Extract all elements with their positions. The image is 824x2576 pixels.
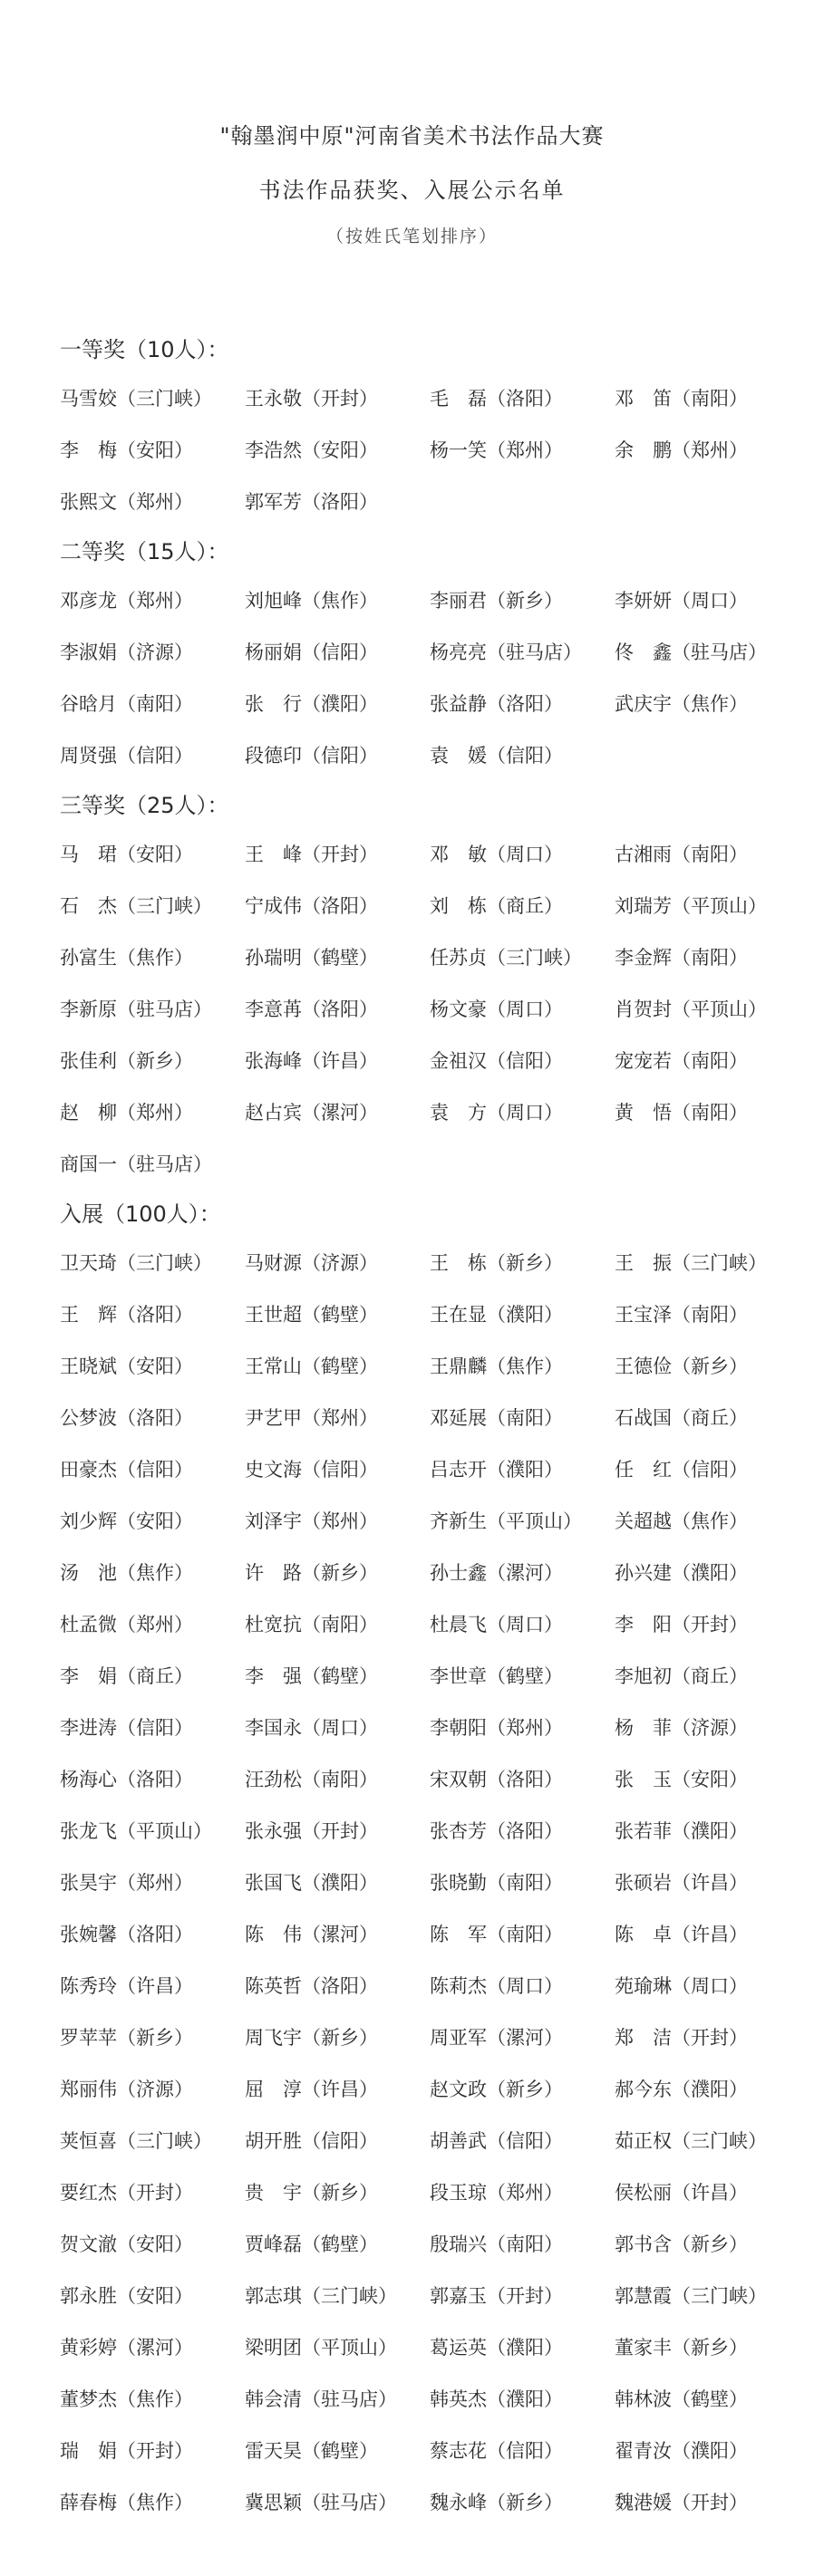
winner-entry: 赵文政（新乡） (430, 2079, 563, 2100)
winner-entry: 袁 媛（信阳） (430, 745, 563, 767)
winner-entry: 黄彩婷（漯河） (60, 2337, 193, 2359)
winner-entry: 李意苒（洛阳） (245, 999, 378, 1020)
winner-entry: 孙富生（焦作） (60, 947, 193, 969)
winner-entry: 邓 敏（周口） (430, 844, 563, 865)
winner-entry: 吕志开（濮阳） (430, 1459, 563, 1481)
winner-entry: 金祖汉（信阳） (430, 1050, 563, 1072)
winner-entry: 任 红（信阳） (615, 1459, 748, 1481)
winner-entry: 古湘雨（南阳） (615, 844, 748, 865)
winner-entry: 胡善武（信阳） (430, 2130, 563, 2152)
winner-entry: 李朝阳（郑州） (430, 1717, 563, 1739)
winner-entry: 侯松丽（许昌） (615, 2182, 748, 2204)
winner-entry: 葛运英（濮阳） (430, 2337, 563, 2359)
winner-entry: 宁成伟（洛阳） (245, 895, 378, 917)
name-list (60, 829, 776, 1191)
winner-entry: 冀思颖（驻马店） (245, 2492, 397, 2513)
winner-entry: 张海峰（许昌） (245, 1050, 378, 1072)
winner-entry: 刘泽宇（郑州） (245, 1510, 378, 1532)
winner-entry: 李新原（驻马店） (60, 999, 212, 1020)
winner-entry: 汤 池（焦作） (60, 1562, 193, 1584)
winner-entry: 张婉馨（洛阳） (60, 1924, 193, 1945)
winner-entry: 任苏贞（三门峡） (430, 947, 582, 969)
winner-entry: 郭慧霞（三门峡） (615, 2285, 767, 2307)
winner-entry: 王鼎麟（焦作） (430, 1356, 563, 1377)
section-heading: 三等奖（25人）： (60, 793, 229, 818)
winner-entry: 杜晨飞（周口） (430, 1614, 563, 1635)
section-heading: 一等奖（10人）： (60, 337, 229, 362)
winner-entry: 佟 鑫（驻马店） (615, 642, 767, 663)
winner-entry: 贵 宇（新乡） (245, 2182, 378, 2204)
winner-entry: 张熙文（郑州） (60, 491, 193, 513)
name-list (60, 1238, 776, 2529)
winner-entry: 刘少辉（安阳） (60, 1510, 193, 1532)
winner-entry: 卫天琦（三门峡） (60, 1252, 212, 1274)
winner-entry: 张益静（洛阳） (430, 693, 563, 715)
winner-entry: 韩会清（驻马店） (245, 2388, 397, 2410)
winner-entry: 齐新生（平顶山） (430, 1510, 582, 1532)
winner-entry: 王德俭（新乡） (615, 1356, 748, 1377)
winner-entry: 贾峰磊（鹤壁） (245, 2233, 378, 2255)
winner-entry: 杨文豪（周口） (430, 999, 563, 1020)
winner-entry: 杨一笑（郑州） (430, 439, 563, 461)
winner-entry: 韩英杰（濮阳） (430, 2388, 563, 2410)
winner-entry: 王永敬（开封） (245, 388, 378, 410)
winner-entry: 孙瑞明（鹤壁） (245, 947, 378, 969)
winner-entry: 陈英哲（洛阳） (245, 1975, 378, 1997)
winner-entry: 董梦杰（焦作） (60, 2388, 193, 2410)
winner-entry: 王在显（濮阳） (430, 1304, 563, 1326)
winner-entry: 要红杰（开封） (60, 2182, 193, 2204)
winner-entry: 商国一（驻马店） (60, 1153, 212, 1175)
winner-entry: 陈 卓（许昌） (615, 1924, 748, 1945)
winner-entry: 李 娟（商丘） (60, 1665, 193, 1687)
winner-entry: 李进涛（信阳） (60, 1717, 193, 1739)
winner-entry: 王世超（鹤壁） (245, 1304, 378, 1326)
sort-note: （按姓氏笔划排序） (325, 227, 498, 246)
winner-entry: 荚恒喜（三门峡） (60, 2130, 212, 2152)
section-heading: 入展（100人）： (60, 1201, 221, 1227)
winner-entry: 邓 笛（南阳） (615, 388, 748, 410)
winner-entry: 韩林波（鹤壁） (615, 2388, 748, 2410)
winner-entry: 郭嘉玉（开封） (430, 2285, 563, 2307)
winner-entry: 许 路（新乡） (245, 1562, 378, 1584)
winner-entry: 屈 淳（许昌） (245, 2079, 378, 2100)
winner-entry: 肖贺封（平顶山） (615, 999, 767, 1020)
winner-entry: 杜宽抗（南阳） (245, 1614, 378, 1635)
winner-entry: 李淑娟（济源） (60, 642, 193, 663)
winner-entry: 宋双朝（洛阳） (430, 1769, 563, 1790)
winner-entry: 薛春梅（焦作） (60, 2492, 193, 2513)
winner-entry: 李世章（鹤壁） (430, 1665, 563, 1687)
winner-entry: 郑 洁（开封） (615, 2027, 748, 2049)
winner-entry: 赵 柳（郑州） (60, 1102, 193, 1124)
winner-entry: 谷晗月（南阳） (60, 693, 193, 715)
winner-entry: 李 梅（安阳） (60, 439, 193, 461)
winner-entry: 王 振（三门峡） (615, 1252, 767, 1274)
winner-entry: 王 栋（新乡） (430, 1252, 563, 1274)
winner-entry: 郭书含（新乡） (615, 2233, 748, 2255)
winner-entry: 张 玉（安阳） (615, 1769, 748, 1790)
winner-entry: 张永强（开封） (245, 1820, 378, 1842)
winner-entry: 殷瑞兴（南阳） (430, 2233, 563, 2255)
winner-entry: 瑞 娟（开封） (60, 2440, 193, 2462)
winner-entry: 郭志琪（三门峡） (245, 2285, 397, 2307)
winner-entry: 杨丽娟（信阳） (245, 642, 378, 663)
winner-entry: 蔡志花（信阳） (430, 2440, 563, 2462)
winner-entry: 石战国（商丘） (615, 1407, 748, 1429)
winner-entry: 陈莉杰（周口） (430, 1975, 563, 1997)
award-sections (60, 326, 776, 2529)
winner-entry: 周亚军（漯河） (430, 2027, 563, 2049)
winner-entry: 邓延展（南阳） (430, 1407, 563, 1429)
winner-entry: 李妍妍（周口） (615, 590, 748, 612)
winner-entry: 茹正权（三门峡） (615, 2130, 767, 2152)
winner-entry: 周贤强（信阳） (60, 745, 193, 767)
winner-entry: 余 鹏（郑州） (615, 439, 748, 461)
winner-entry: 尹艺甲（郑州） (245, 1407, 378, 1429)
winner-entry: 刘瑞芳（平顶山） (615, 895, 767, 917)
winner-entry: 张昊宇（郑州） (60, 1872, 193, 1894)
winner-entry: 马财源（济源） (245, 1252, 378, 1274)
winner-entry: 董家丰（新乡） (615, 2337, 748, 2359)
winner-entry: 郭军芳（洛阳） (245, 491, 378, 513)
winner-entry: 张若菲（濮阳） (615, 1820, 748, 1842)
winner-entry: 李浩然（安阳） (245, 439, 378, 461)
winner-entry: 杨 菲（济源） (615, 1717, 748, 1739)
winner-entry: 王 辉（洛阳） (60, 1304, 193, 1326)
winner-entry: 贺文澈（安阳） (60, 2233, 193, 2255)
winner-entry: 梁明团（平顶山） (245, 2337, 397, 2359)
winner-entry: 刘 栋（商丘） (430, 895, 563, 917)
document-subtitle: 书法作品获奖、入展公示名单 (258, 178, 566, 203)
winner-entry: 史文海（信阳） (245, 1459, 378, 1481)
winner-entry: 王宝泽（南阳） (615, 1304, 748, 1326)
winner-entry: 郝今东（濮阳） (615, 2079, 748, 2100)
winner-entry: 袁 方（周口） (430, 1102, 563, 1124)
winner-entry: 王晓斌（安阳） (60, 1356, 193, 1377)
winner-entry: 孙士鑫（漯河） (430, 1562, 563, 1584)
winner-entry: 罗苹苹（新乡） (60, 2027, 193, 2049)
winner-entry: 武庆宇（焦作） (615, 693, 748, 715)
winner-entry: 雷天昊（鹤壁） (245, 2440, 378, 2462)
winner-entry: 李 阳（开封） (615, 1614, 748, 1635)
name-list (60, 575, 776, 782)
winner-entry: 关超越（焦作） (615, 1510, 748, 1532)
section-heading: 二等奖（15人）： (60, 539, 229, 564)
winner-entry: 周飞宇（新乡） (245, 2027, 378, 2049)
winner-entry: 胡开胜（信阳） (245, 2130, 378, 2152)
winner-entry: 李国永（周口） (245, 1717, 378, 1739)
winner-entry: 张龙飞（平顶山） (60, 1820, 212, 1842)
winner-entry: 杨海心（洛阳） (60, 1769, 193, 1790)
winner-entry: 陈 军（南阳） (430, 1924, 563, 1945)
winner-entry: 杨亮亮（驻马店） (430, 642, 582, 663)
winner-entry: 杜孟微（郑州） (60, 1614, 193, 1635)
winner-entry: 孙兴建（濮阳） (615, 1562, 748, 1584)
winner-entry: 李旭初（商丘） (615, 1665, 748, 1687)
winner-entry: 刘旭峰（焦作） (245, 590, 378, 612)
winner-entry: 黄 悟（南阳） (615, 1102, 748, 1124)
winner-entry: 张杏芳（洛阳） (430, 1820, 563, 1842)
winner-entry: 李金辉（南阳） (615, 947, 748, 969)
winner-entry: 邓彦龙（郑州） (60, 590, 193, 612)
winner-entry: 宠宠若（南阳） (615, 1050, 748, 1072)
winner-entry: 陈 伟（漯河） (245, 1924, 378, 1945)
winner-entry: 郑丽伟（济源） (60, 2079, 193, 2100)
winner-entry: 段玉琼（郑州） (430, 2182, 563, 2204)
winner-entry: 张硕岩（许昌） (615, 1872, 748, 1894)
document-title: "翰墨润中原"河南省美术书法作品大赛 (219, 123, 605, 149)
winner-entry: 郭永胜（安阳） (60, 2285, 193, 2307)
winner-entry: 马 珺（安阳） (60, 844, 193, 865)
winner-entry: 魏港媛（开封） (615, 2492, 748, 2513)
winner-entry: 翟青汝（濮阳） (615, 2440, 748, 2462)
winner-entry: 王 峰（开封） (245, 844, 378, 865)
winner-entry: 石 杰（三门峡） (60, 895, 212, 917)
winner-entry: 魏永峰（新乡） (430, 2492, 563, 2513)
winner-entry: 赵占宾（漯河） (245, 1102, 378, 1124)
name-list (60, 373, 776, 528)
winner-entry: 陈秀玲（许昌） (60, 1975, 193, 1997)
winner-entry: 张佳利（新乡） (60, 1050, 193, 1072)
winner-entry: 苑瑜琳（周口） (615, 1975, 748, 1997)
winner-entry: 李丽君（新乡） (430, 590, 563, 612)
winner-entry: 段德印（信阳） (245, 745, 378, 767)
winner-entry: 公梦波（洛阳） (60, 1407, 193, 1429)
winner-entry: 马雪姣（三门峡） (60, 388, 212, 410)
winner-entry: 毛 磊（洛阳） (430, 388, 563, 410)
winner-entry: 张 行（濮阳） (245, 693, 378, 715)
winner-entry: 王常山（鹤壁） (245, 1356, 378, 1377)
winner-entry: 田豪杰（信阳） (60, 1459, 193, 1481)
winner-entry: 汪劲松（南阳） (245, 1769, 378, 1790)
winner-entry: 张晓勤（南阳） (430, 1872, 563, 1894)
winner-entry: 李 强（鹤壁） (245, 1665, 378, 1687)
winner-entry: 张国飞（濮阳） (245, 1872, 378, 1894)
